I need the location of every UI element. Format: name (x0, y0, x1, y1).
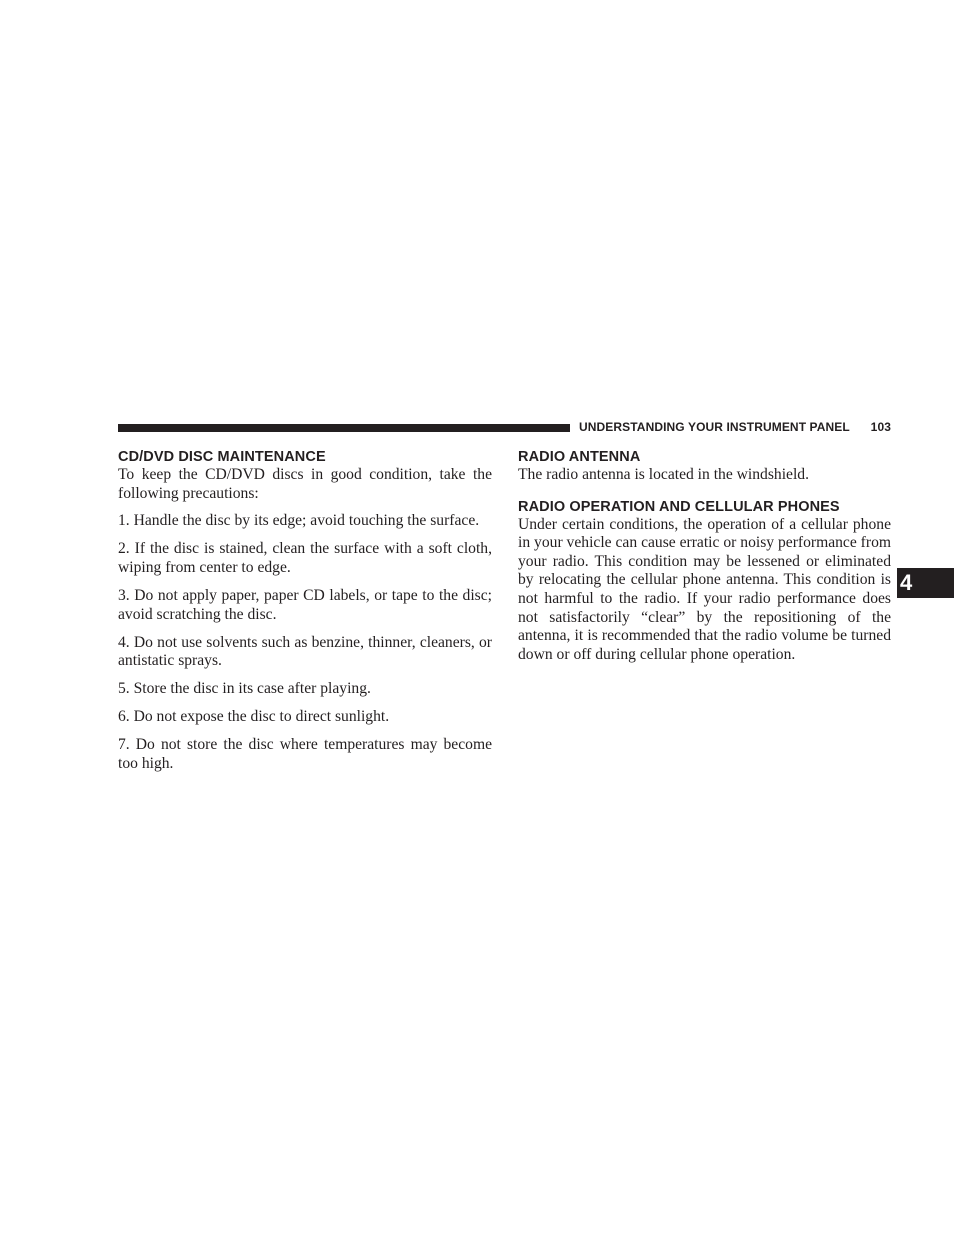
section-title: UNDERSTANDING YOUR INSTRUMENT PANEL (579, 420, 850, 434)
page-number: 103 (870, 420, 891, 434)
precaution-item: 4. Do not use solvents such as benzine, thinner, cleaners, or antistatic sprays. (118, 633, 492, 670)
precaution-item: 2. If the disc is stained, clean the surface with a soft cloth, wiping from center to edge. (118, 540, 492, 577)
precaution-item: 3. Do not apply paper, paper CD labels, or tape to the disc; avoid scratching the disc. (118, 587, 492, 623)
chapter-number: 4 (900, 570, 913, 595)
cellular-phones-text: Under certain conditions, the operation of a cellular phone in your vehicle can cause erratic or noisy performance from your radio. This condition may be lessened or eliminated by relocating the cellular phone antenna. This condition is not harmful to the radio. If your radio performance does not satisfactorily “clear” by the repositioning of the antenna, it is recommended that the radio volume be turned down or off during cellular phone operation. (518, 515, 891, 663)
cellular-phones-heading: RADIO OPERATION AND CELLULAR PHONES (518, 498, 840, 515)
precaution-item: 1. Handle the disc by its edge; avoid touching the surface. (118, 512, 480, 530)
chapter-tab (897, 568, 954, 598)
precaution-item: 6. Do not expose the disc to direct sunlight. (118, 708, 390, 726)
header-rule (118, 424, 570, 432)
radio-antenna-heading: RADIO ANTENNA (518, 449, 641, 465)
radio-antenna-text: The radio antenna is located in the windshield. (518, 466, 809, 483)
precaution-item: 7. Do not store the disc where temperatures may become too high. (118, 736, 492, 772)
cd-dvd-heading: CD/DVD DISC MAINTENANCE (118, 449, 326, 465)
left-column (118, 448, 492, 783)
precaution-item: 5. Store the disc in its case after playing. (118, 680, 371, 698)
right-column (518, 448, 891, 664)
cd-dvd-intro: To keep the CD/DVD discs in good condition, take the following precautions: (118, 466, 492, 502)
running-header (579, 419, 891, 435)
